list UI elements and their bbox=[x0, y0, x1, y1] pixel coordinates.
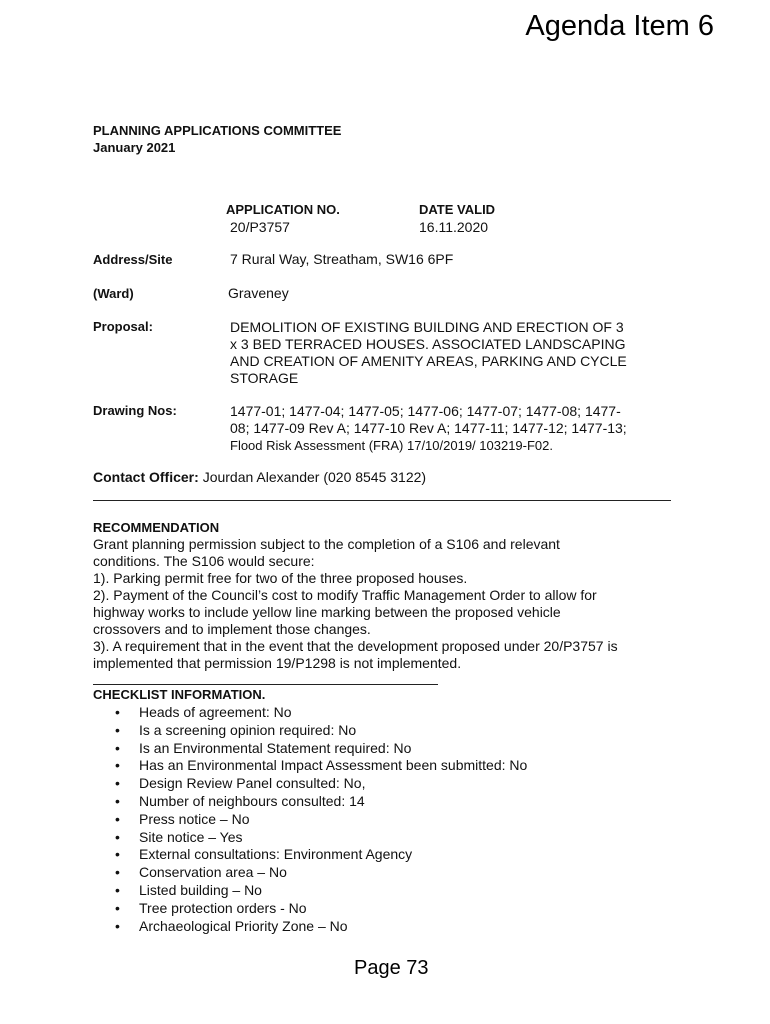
recommendation-line: highway works to include yellow line marking between the proposed vehicle bbox=[93, 604, 561, 620]
checklist-item-text: Heads of agreement: No bbox=[139, 704, 292, 720]
recommendation-line: 1). Parking permit free for two of the three proposed houses. bbox=[93, 570, 468, 586]
checklist-item-text: Has an Environmental Impact Assessment been submitted: No bbox=[139, 757, 528, 774]
checklist-item bbox=[113, 722, 527, 740]
page-number: Page 73 bbox=[354, 957, 429, 979]
recommendation-line: 3). A requirement that in the event that the development proposed under 20/P3757 is bbox=[93, 638, 618, 654]
checklist-item-text: Design Review Panel consulted: No, bbox=[139, 775, 366, 792]
drawing-line: Flood Risk Assessment (FRA) 17/10/2019/ 103219-F02. bbox=[230, 438, 553, 453]
recommendation-line: Grant planning permission subject to the completion of a S106 and relevant bbox=[93, 536, 560, 552]
bullet-icon: • bbox=[115, 704, 120, 720]
bullet-icon: • bbox=[115, 792, 120, 809]
recommendation-line: implemented that permission 19/P1298 is not implemented. bbox=[93, 655, 462, 671]
address-label: Address/Site bbox=[93, 252, 173, 267]
proposal-line: x 3 BED TERRACED HOUSES. ASSOCIATED LANDSCAPING bbox=[230, 336, 626, 352]
proposal-line: DEMOLITION OF EXISTING BUILDING AND ERECTION OF 3 bbox=[230, 319, 624, 335]
bullet-icon: • bbox=[115, 828, 120, 845]
checklist-item bbox=[113, 704, 527, 722]
checklist-divider bbox=[93, 684, 438, 685]
bullet-icon: • bbox=[115, 917, 120, 934]
recommendation-heading: RECOMMENDATION bbox=[93, 520, 220, 535]
committee-date: January 2021 bbox=[93, 140, 176, 155]
address-value: 7 Rural Way, Streatham, SW16 6PF bbox=[230, 251, 454, 267]
checklist-item bbox=[113, 793, 527, 811]
proposal-line: AND CREATION OF AMENITY AREAS, PARKING AND CYCLE bbox=[230, 353, 627, 369]
bullet-icon: • bbox=[115, 775, 120, 792]
drawing-label: Drawing Nos: bbox=[93, 403, 177, 418]
checklist-item-text: Tree protection orders - No bbox=[139, 899, 307, 916]
application-number-label: APPLICATION NO. bbox=[226, 202, 340, 217]
checklist-item-text: Listed building – No bbox=[139, 881, 262, 898]
checklist-item-text: Press notice – No bbox=[139, 810, 250, 827]
recommendation-line: 2). Payment of the Council’s cost to modify Traffic Management Order to allow for bbox=[93, 587, 597, 603]
date-valid-label: DATE VALID bbox=[419, 202, 496, 217]
checklist-item bbox=[113, 775, 527, 793]
contact-officer-value: Jourdan Alexander (020 8545 3122) bbox=[202, 469, 427, 485]
bullet-icon: • bbox=[115, 757, 120, 774]
ward-label: (Ward) bbox=[93, 286, 134, 301]
checklist-item-text: External consultations: Environment Agency bbox=[139, 846, 413, 863]
checklist-item-text: Number of neighbours consulted: 14 bbox=[139, 792, 365, 809]
ward-value: Graveney bbox=[228, 285, 289, 301]
proposal-label: Proposal: bbox=[93, 319, 153, 334]
checklist-item bbox=[113, 740, 527, 758]
bullet-icon: • bbox=[115, 864, 120, 881]
checklist-item bbox=[113, 864, 527, 882]
checklist-item bbox=[113, 846, 527, 864]
recommendation-section bbox=[93, 519, 693, 672]
checklist-item-text: Archaeological Priority Zone – No bbox=[139, 917, 348, 934]
drawing-numbers bbox=[230, 403, 680, 454]
checklist-item bbox=[113, 918, 527, 936]
bullet-icon: • bbox=[115, 810, 120, 827]
checklist-item-text: Conservation area – No bbox=[139, 864, 287, 881]
checklist-item bbox=[113, 900, 527, 918]
contact-officer-label: Contact Officer: bbox=[93, 469, 199, 485]
committee-name: PLANNING APPLICATIONS COMMITTEE bbox=[93, 123, 342, 138]
recommendation-line: crossovers and to implement those changes. bbox=[93, 621, 371, 637]
checklist bbox=[113, 704, 527, 935]
committee-block bbox=[93, 122, 341, 156]
date-valid: 16.11.2020 bbox=[419, 219, 489, 235]
checklist-item bbox=[113, 882, 527, 900]
checklist-item bbox=[113, 811, 527, 829]
bullet-icon: • bbox=[115, 881, 120, 898]
bullet-icon: • bbox=[115, 721, 120, 738]
recommendation-line: conditions. The S106 would secure: bbox=[93, 553, 315, 569]
bullet-icon: • bbox=[115, 899, 120, 916]
section-divider bbox=[93, 500, 671, 501]
application-number: 20/P3757 bbox=[230, 219, 290, 235]
contact-officer bbox=[93, 469, 426, 485]
checklist-item bbox=[113, 757, 527, 775]
checklist-item-text: Is an Environmental Statement required: No bbox=[139, 739, 412, 756]
bullet-icon: • bbox=[115, 846, 120, 863]
proposal-line: STORAGE bbox=[230, 370, 299, 386]
drawing-line: 08; 1477-09 Rev A; 1477-10 Rev A; 1477-11; 1477-12; 1477-13; bbox=[230, 420, 627, 436]
drawing-line: 1477-01; 1477-04; 1477-05; 1477-06; 1477-07; 1477-08; 1477- bbox=[230, 403, 621, 419]
agenda-item-title: Agenda Item 6 bbox=[525, 10, 714, 42]
checklist-item-text: Is a screening opinion required: No bbox=[139, 721, 357, 738]
bullet-icon: • bbox=[115, 739, 120, 756]
proposal-text bbox=[230, 319, 680, 387]
checklist-item-text: Site notice – Yes bbox=[139, 828, 243, 845]
checklist-item bbox=[113, 829, 527, 847]
checklist-heading: CHECKLIST INFORMATION. bbox=[93, 687, 266, 702]
